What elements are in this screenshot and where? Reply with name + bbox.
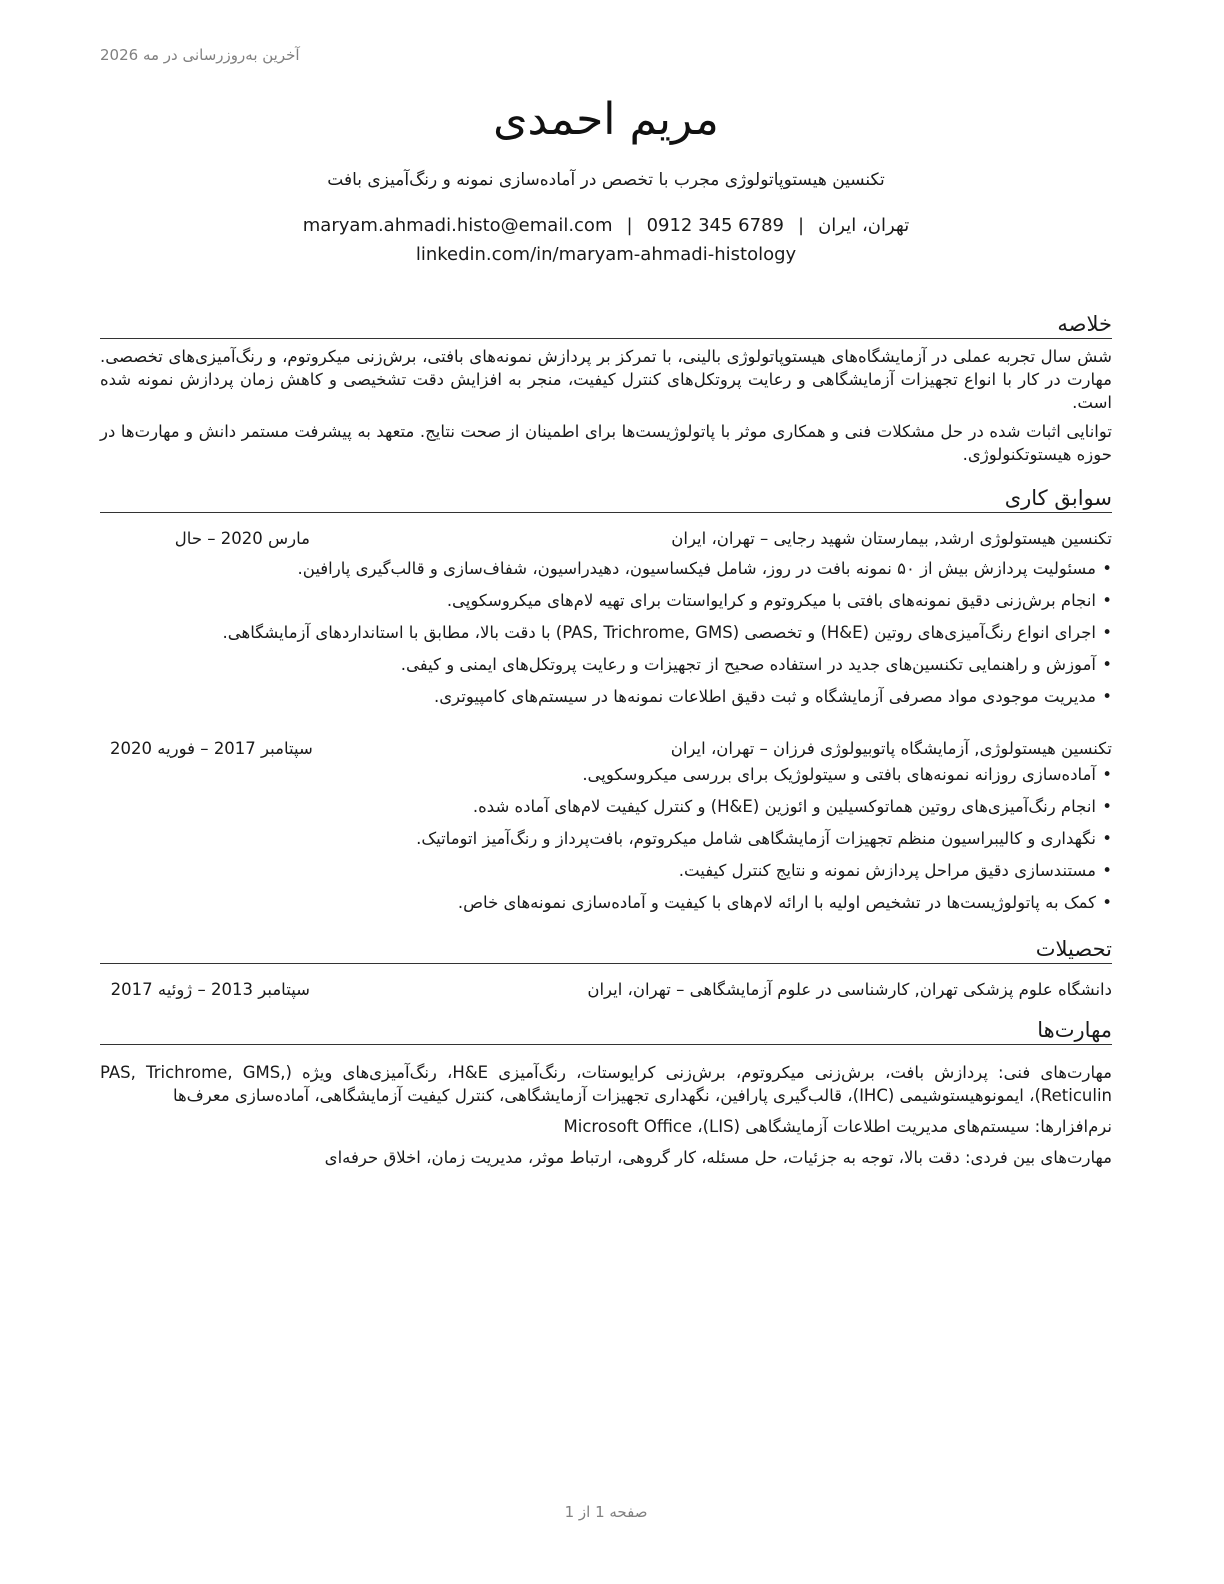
job-header (100, 527, 1112, 551)
experience-section (100, 484, 1112, 915)
resume-page (100, 0, 1112, 1584)
education-date: سپتامبر 2013 – ژوئیه 2017 (110, 980, 310, 999)
contact-email[interactable]: maryam.ahmadi.histo@email.com (302, 215, 613, 236)
last-updated-text: آخرین به‌روزرسانی در مه 2026 (100, 46, 300, 64)
contact-separator: | (626, 215, 633, 236)
job-bullet: • مستندسازی دقیق مراحل پردازش نمونه و نتایج کنترل کیفیت. (100, 859, 1112, 883)
job-bullet: • اجرای انواع رنگ‌آمیزی‌های روتین (H&E) و تخصصی (PAS, Trichrome, GMS) با دقت بالا، مطابق با استانداردهای آزمایشگاهی. (100, 621, 1112, 645)
contact-line (100, 212, 1112, 240)
job-bullet: • انجام رنگ‌آمیزی‌های روتین هماتوکسیلین و ائوزین (H&E) و کنترل کیفیت لام‌های آماده شده. (100, 795, 1112, 819)
resume-content (100, 310, 1112, 1179)
job-bullet: • کمک به پاتولوژیست‌ها در تشخیص اولیه با ارائه لام‌های با کیفیت و آماده‌سازی نمونه‌های خاص. (100, 891, 1112, 915)
contact-linkedin[interactable]: linkedin.com/in/maryam-ahmadi-histology (415, 244, 797, 265)
skills-line-technical: مهارت‌های فنی: پردازش بافت، برش‌زنی میکروتوم، برش‌زنی کرایوستات، رنگ‌آمیزی H&E، رنگ‌آمیزی‌های ویژه (PAS, Trichrome, GMS, Reticulin)، ایمونوهیستوشیمی (IHC)، قالب‌گیری پارافین، نگهداری تجهیزات آزمایشگاهی، کنترل کیفیت آزمایشگاهی، آماده‌سازی معرف‌ها (100, 1063, 1112, 1105)
experience-title: سوابق کاری (100, 484, 1112, 513)
job-entry (100, 737, 1112, 915)
summary-title: خلاصه (100, 310, 1112, 339)
job-date: سپتامبر 2017 – فوریه 2020 (110, 739, 313, 758)
job-bullet: • آماده‌سازی روزانه نمونه‌های بافتی و سیتولوژیک برای بررسی میکروسکوپی. (100, 763, 1112, 787)
contact-location: تهران، ایران (818, 215, 910, 236)
job-bullet: • آموزش و راهنمایی تکنسین‌های جدید در استفاده صحیح از تجهیزات و رعایت پروتکل‌های ایمنی و کیفی. (100, 653, 1112, 677)
contact-separator: | (797, 215, 805, 236)
job-bullet: • نگهداری و کالیبراسیون منظم تجهیزات آزمایشگاهی شامل میکروتوم، بافت‌پرداز و رنگ‌آمیز اتوماتیک. (100, 827, 1112, 851)
job-bullets (100, 763, 1112, 915)
skills-title: مهارت‌ها (100, 1016, 1112, 1045)
candidate-subtitle: تکنسین هیستوپاتولوژی مجرب با تخصص در آماده‌سازی نمونه و رنگ‌آمیزی بافت (327, 170, 885, 190)
job-bullet: • انجام برش‌زنی دقیق نمونه‌های بافتی با میکروتوم و کرایواستات برای تهیه لام‌های میکروسکوپی. (100, 589, 1112, 613)
summary-section (100, 310, 1112, 466)
job-bullets (100, 557, 1112, 709)
job-bullet: • مسئولیت پردازش بیش از ۵۰ نمونه بافت در روز، شامل فیکساسیون، دهیدراسیون، شفاف‌سازی و قالب‌گیری پارافین. (100, 557, 1112, 581)
skills-section (100, 1016, 1112, 1169)
job-bullet: • مدیریت موجودی مواد مصرفی آزمایشگاه و ثبت دقیق اطلاعات نمونه‌ها در سیستم‌های کامپیوتری. (100, 685, 1112, 709)
education-entry (100, 978, 1112, 1002)
education-title: تحصیلات (100, 935, 1112, 964)
contact-linkedin-line (100, 240, 1112, 270)
job-heading: تکنسین هیستولوژی ارشد, بیمارستان شهید رجایی – تهران، ایران (671, 529, 1112, 548)
skills-line-software: نرم‌افزارها: سیستم‌های مدیریت اطلاعات آزمایشگاهی (LIS)، Microsoft Office (563, 1117, 1112, 1136)
job-heading: تکنسین هیستولوژی, آزمایشگاه پاتوبیولوژی فرزان – تهران، ایران (670, 739, 1112, 758)
education-section (100, 935, 1112, 1002)
contact-phone: 0912 345 6789 (646, 215, 784, 236)
job-date: مارس 2020 – حال (174, 529, 310, 548)
summary-paragraph: توانایی اثبات شده در حل مشکلات فنی و همکاری موثر با پاتولوژیست‌ها برای اطمینان از صحت نتایج. متعهد به پیشرفت مستمر دانش و مهارت‌ها در حوزه هیستوتکنولوژی. (100, 422, 1112, 464)
skills-line-interpersonal: مهارت‌های بین فردی: دقت بالا، توجه به جزئیات، حل مسئله، کار گروهی، ارتباط موثر، مدیریت زمان، اخلاق حرفه‌ای (324, 1148, 1112, 1167)
summary-paragraph: شش سال تجربه عملی در آزمایشگاه‌های هیستوپاتولوژی بالینی، با تمرکز بر پردازش نمونه‌های بافتی، برش‌زنی میکروتوم، و رنگ‌آمیزی‌های تخصصی. مهارت در کار با انواع تجهیزات آزمایشگاهی و رعایت پروتکل‌های کنترل کیفیت، منجر به افزایش دقت تشخیصی و کاهش زمان پردازش نمونه شده است. (100, 347, 1112, 412)
job-header (100, 737, 1112, 761)
resume-header (100, 90, 1112, 270)
education-heading: دانشگاه علوم پزشکی تهران, کارشناسی در علوم آزمایشگاهی – تهران، ایران (587, 980, 1112, 999)
job-entry (100, 527, 1112, 709)
page-number: صفحه 1 از 1 (564, 1503, 648, 1521)
candidate-name: مریم احمدی (493, 94, 719, 145)
